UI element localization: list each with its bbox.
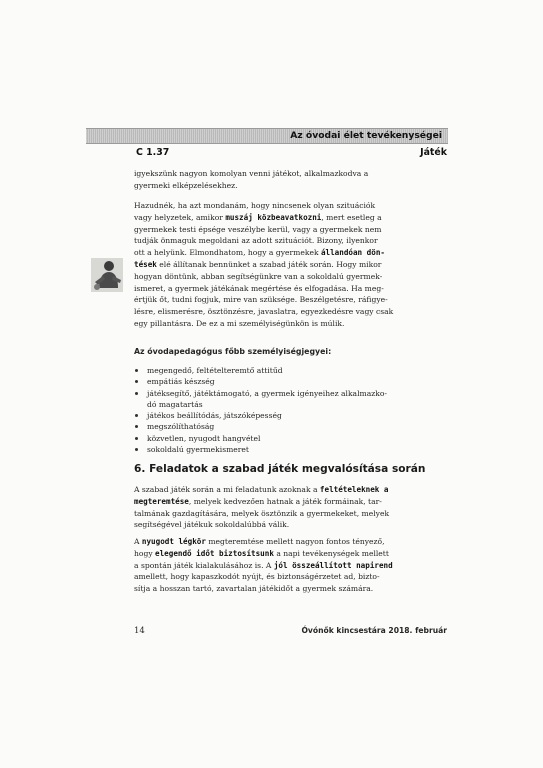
text-line <box>134 548 412 560</box>
list-item-text: empátiás készség <box>147 377 215 387</box>
list-item <box>134 388 412 411</box>
emphasis-text: nyugodt légkör <box>141 537 206 546</box>
text-run: a spontán játék kialakulásához is. A <box>134 560 274 570</box>
text-line: lésre, elismerésre, ösztönzésre, javaslatra, egyezkedésre vagy csak <box>134 307 394 317</box>
text-run: , mert esetleg a <box>321 212 382 222</box>
section-paragraph-conditions <box>134 484 412 531</box>
emphasis-text: elegendő időt biztosítsunk <box>155 548 274 558</box>
text-line: gyermeki elképzelésekhez. <box>134 180 238 190</box>
emphasis-text: muszáj közbeavatkozni <box>225 212 322 222</box>
child-playing-icon <box>91 258 123 292</box>
text-run: hogy <box>134 548 156 558</box>
text-run: A szabad játék során a mi feladatunk azoknak a <box>134 485 320 494</box>
page-number: 14 <box>134 626 145 636</box>
emphasis-text: megteremtése <box>134 496 189 506</box>
text-line: igyekszünk nagyon komolyan venni játékot, alkalmazkodva a <box>134 169 369 178</box>
list-item-text-continued: dó magatartás <box>147 399 203 409</box>
text-line <box>134 247 412 259</box>
emphasis-text: feltételeknek a <box>319 485 389 494</box>
emphasis-text: állandóan dön- <box>320 248 385 258</box>
text-line: egy pillantásra. De ez a mi személyiségünkön is múlik. <box>134 318 345 328</box>
text-line <box>134 496 412 508</box>
text-run: a napi tevékenységek mellett <box>273 548 389 558</box>
text-line: ismeret, a gyermek játékának megértése és elfogadása. Ha meg- <box>134 283 384 293</box>
chapter-category: Játék <box>420 147 447 158</box>
text-line <box>134 212 412 224</box>
intro-paragraph <box>134 168 412 192</box>
emphasis-text: tések <box>134 259 157 269</box>
text-line: amellett, hogy kapaszkodót nyújt, és biztonságérzetet ad, bizto- <box>134 572 380 582</box>
header-band <box>86 128 448 144</box>
text-line: hogyan döntünk, abban segítségünkre van a sokoldalú gyermek- <box>134 271 383 281</box>
paragraph-intervention <box>134 200 412 330</box>
list-item <box>134 444 412 455</box>
text-run: elé állítanak bennünket a szabad játék során. Hogy mikor <box>156 259 382 269</box>
personality-traits-heading: Az óvodapedagógus főbb személyiségjegyei: <box>134 347 332 356</box>
text-line <box>134 259 412 271</box>
text-run: ott a helyünk. Elmondhatom, hogy a gyermekek <box>134 248 321 258</box>
list-item <box>134 376 412 387</box>
text-line: segítségével játékuk sokoldalúbbá válik. <box>134 520 290 530</box>
list-item <box>134 365 412 376</box>
text-line <box>134 560 412 572</box>
personality-traits-list <box>134 365 412 455</box>
emphasis-text: jól összeállított napirend <box>273 560 393 570</box>
text-line: gyermekek testi épsége veszélybe kerül, vagy a gyermekek nem <box>134 224 382 234</box>
list-item-text: megszólíthatóság <box>147 422 215 432</box>
text-line <box>134 484 412 496</box>
text-run: vagy helyzetek, amikor <box>134 212 226 222</box>
list-item <box>134 433 412 444</box>
section-paragraph-atmosphere <box>134 536 412 595</box>
text-run: A <box>134 537 142 546</box>
text-line: értjük őt, tudni fogjuk, mire van szüksége. Beszélgetésre, ráfigye- <box>134 295 388 305</box>
list-item-text: megengedő, feltételteremtő attitűd <box>147 366 283 375</box>
list-item <box>134 421 412 432</box>
publication-footer: Óvónők kincsestára 2018. február <box>301 626 447 635</box>
running-header-title: Az óvodai élet tevékenységei <box>290 130 442 141</box>
text-line: sítja a hosszan tartó, zavartalan játékidőt a gyermek számára. <box>134 584 374 594</box>
text-run: megteremtése mellett nagyon fontos tényező, <box>205 537 385 546</box>
text-line: talmának gazdagítására, melyek ösztönzik a gyermekeket, melyek <box>134 508 390 518</box>
text-run: , melyek kedvezően hatnak a játék formáinak, tar- <box>188 496 382 506</box>
section-heading: 6. Feladatok a szabad játék megvalósítása során <box>134 463 426 475</box>
text-line <box>134 536 412 548</box>
chapter-code: C 1.37 <box>136 147 170 158</box>
list-item-text: közvetlen, nyugodt hangvétel <box>147 433 261 443</box>
text-line: Hazudnék, ha azt mondanám, hogy nincsenek olyan szituációk <box>134 201 376 210</box>
text-line: tudják önmaguk megoldani az adott szituációt. Bizony, ilyenkor <box>134 236 378 246</box>
list-item-text: játékos beállítódás, játszóképesség <box>147 411 282 421</box>
list-item-text: játéksegítő, játéktámogató, a gyermek igényeihez alkalmazko- <box>147 388 387 398</box>
list-item-text: sokoldalú gyermekismeret <box>147 445 249 455</box>
list-item <box>134 410 412 421</box>
